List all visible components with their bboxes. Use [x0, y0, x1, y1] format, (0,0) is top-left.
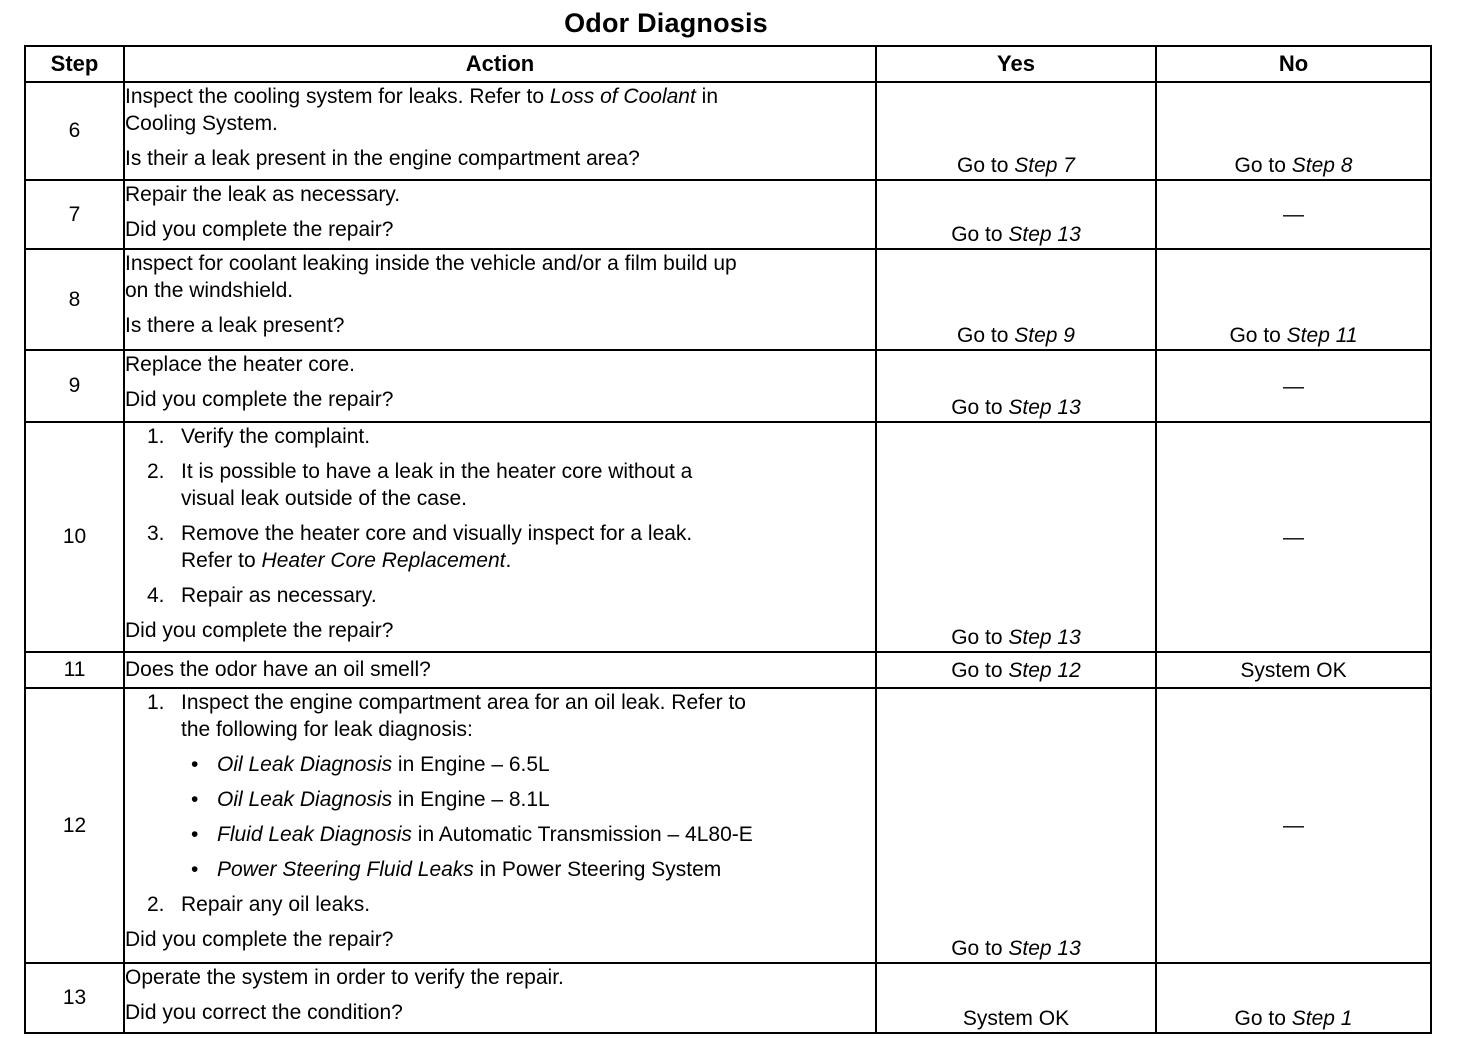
yes-text: Go to — [951, 937, 1009, 960]
goto-step-link[interactable]: Step 12 — [1008, 658, 1081, 682]
bullet-item — [125, 856, 875, 883]
item-text: Remove the heater core and visually inspect for a leak. — [181, 522, 693, 545]
header-yes: Yes — [876, 46, 1156, 82]
item-number: 3. — [147, 522, 165, 545]
no-cell — [1156, 963, 1431, 1033]
item-text: Refer to — [181, 549, 262, 572]
table-row — [25, 652, 1431, 688]
question-text: Did you complete the repair? — [125, 388, 394, 411]
item-number: 1. — [147, 425, 165, 448]
no-cell — [1156, 249, 1431, 350]
action-cell — [124, 350, 876, 422]
step-number: 13 — [25, 963, 124, 1033]
action-cell — [124, 963, 876, 1033]
step-number: 7 — [25, 180, 124, 249]
no-text: Go to — [1234, 154, 1292, 177]
no-cell: — — [1156, 688, 1431, 963]
bullet-icon: • — [191, 753, 199, 776]
action-cell — [124, 249, 876, 350]
table-row — [25, 249, 1431, 350]
goto-step-link[interactable]: Step 13 — [1008, 223, 1081, 246]
goto-step-link[interactable]: Step 13 — [1008, 396, 1081, 419]
reference-link[interactable]: Loss of Coolant — [549, 85, 696, 108]
bullet-text: in Engine – 8.1L — [392, 788, 550, 811]
action-text: on the windshield. — [125, 279, 294, 302]
reference-link[interactable]: Power Steering Fluid Leaks — [217, 858, 474, 881]
question-text: Did you complete the repair? — [125, 928, 394, 951]
bullet-text: in Power Steering System — [473, 858, 722, 881]
bullet-text: in Automatic Transmission – 4L80-E — [411, 823, 753, 846]
reference-link[interactable]: Oil Leak Diagnosis — [217, 753, 393, 776]
yes-text: Go to — [951, 223, 1009, 246]
action-cell — [124, 688, 876, 963]
numbered-item — [125, 891, 875, 918]
action-text: in — [695, 85, 718, 108]
numbered-item — [125, 689, 875, 743]
yes-cell: System OK — [876, 963, 1156, 1033]
header-row — [25, 46, 1431, 82]
item-text: . — [505, 549, 512, 572]
action-cell — [124, 422, 876, 652]
yes-cell — [876, 180, 1156, 249]
yes-cell — [876, 249, 1156, 350]
diagnosis-table — [24, 45, 1432, 1034]
goto-step-link[interactable]: Step 8 — [1291, 154, 1353, 177]
action-cell — [124, 82, 876, 180]
item-number: 1. — [147, 691, 165, 714]
item-text: Repair any oil leaks. — [181, 893, 371, 916]
item-text: Inspect the engine compartment area for an oil leak. Refer to — [181, 691, 746, 714]
step-number: 10 — [25, 422, 124, 652]
action-text: Repair the leak as necessary. — [125, 183, 401, 206]
yes-cell — [876, 652, 1156, 688]
numbered-item — [125, 423, 875, 450]
action-text: Replace the heater core. — [125, 353, 355, 376]
no-text: Go to — [1234, 1007, 1292, 1030]
header-no: No — [1156, 46, 1431, 82]
item-text: the following for leak diagnosis: — [181, 718, 473, 741]
step-number: 8 — [25, 249, 124, 350]
bullet-item — [125, 821, 875, 848]
step-number: 11 — [25, 652, 124, 688]
action-text: Cooling System. — [125, 112, 278, 135]
reference-link[interactable]: Heater Core Replacement — [261, 549, 506, 572]
yes-text: Go to — [957, 324, 1015, 347]
bullet-item — [125, 786, 875, 813]
yes-cell — [876, 350, 1156, 422]
numbered-item — [125, 520, 875, 574]
table-row — [25, 180, 1431, 249]
table-row — [25, 688, 1431, 963]
action-cell — [124, 180, 876, 249]
question-text: Is there a leak present? — [125, 314, 345, 337]
item-number: 2. — [147, 460, 165, 483]
action-cell — [124, 652, 876, 688]
table-row — [25, 422, 1431, 652]
yes-text: Go to — [951, 626, 1009, 649]
goto-step-link[interactable]: Step 13 — [1008, 626, 1081, 649]
question-text: Did you complete the repair? — [125, 218, 394, 241]
page-title: Odor Diagnosis — [564, 8, 768, 38]
yes-text: Go to — [951, 396, 1009, 419]
item-number: 4. — [147, 584, 165, 607]
yes-text: Go to — [957, 154, 1015, 177]
no-cell: — — [1156, 422, 1431, 652]
numbered-item — [125, 582, 875, 609]
goto-step-link[interactable]: Step 13 — [1008, 937, 1081, 960]
yes-cell — [876, 422, 1156, 652]
no-cell: System OK — [1156, 652, 1431, 688]
table-row — [25, 963, 1431, 1033]
question-text: Did you correct the condition? — [125, 1001, 403, 1024]
goto-step-link[interactable]: Step 11 — [1286, 324, 1358, 347]
step-number: 6 — [25, 82, 124, 180]
question-text: Does the odor have an oil smell? — [125, 658, 431, 681]
item-number: 2. — [147, 893, 165, 916]
yes-cell — [876, 82, 1156, 180]
goto-step-link[interactable]: Step 1 — [1291, 1007, 1353, 1030]
table-row — [25, 350, 1431, 422]
item-text: visual leak outside of the case. — [181, 487, 468, 510]
bullet-icon: • — [191, 788, 199, 811]
no-cell: — — [1156, 350, 1431, 422]
goto-step-link[interactable]: Step 7 — [1014, 154, 1075, 177]
item-text: Verify the complaint. — [181, 425, 371, 448]
item-text: It is possible to have a leak in the heater core without a — [181, 460, 693, 483]
bullet-icon: • — [191, 823, 199, 846]
yes-text: Go to — [951, 658, 1009, 682]
no-cell — [1156, 82, 1431, 180]
question-text: Did you complete the repair? — [125, 619, 394, 642]
bullet-item — [125, 751, 875, 778]
bullet-text: in Engine – 6.5L — [392, 753, 550, 776]
action-text: Inspect for coolant leaking inside the vehicle and/or a film build up — [125, 252, 737, 275]
action-text: Operate the system in order to verify the repair. — [125, 966, 564, 989]
numbered-item — [125, 458, 875, 512]
header-action: Action — [124, 46, 876, 82]
step-number: 9 — [25, 350, 124, 422]
step-number: 12 — [25, 688, 124, 963]
question-text: Is their a leak present in the engine compartment area? — [125, 147, 640, 170]
reference-link[interactable]: Oil Leak Diagnosis — [217, 788, 393, 811]
yes-cell — [876, 688, 1156, 963]
action-text: Inspect the cooling system for leaks. Refer to — [125, 85, 550, 108]
goto-step-link[interactable]: Step 9 — [1014, 324, 1075, 347]
no-text: Go to — [1229, 324, 1287, 347]
no-cell: — — [1156, 180, 1431, 249]
header-step: Step — [25, 46, 124, 82]
item-text: Repair as necessary. — [181, 584, 377, 607]
reference-link[interactable]: Fluid Leak Diagnosis — [217, 823, 412, 846]
bullet-icon: • — [191, 858, 199, 881]
table-row — [25, 82, 1431, 180]
